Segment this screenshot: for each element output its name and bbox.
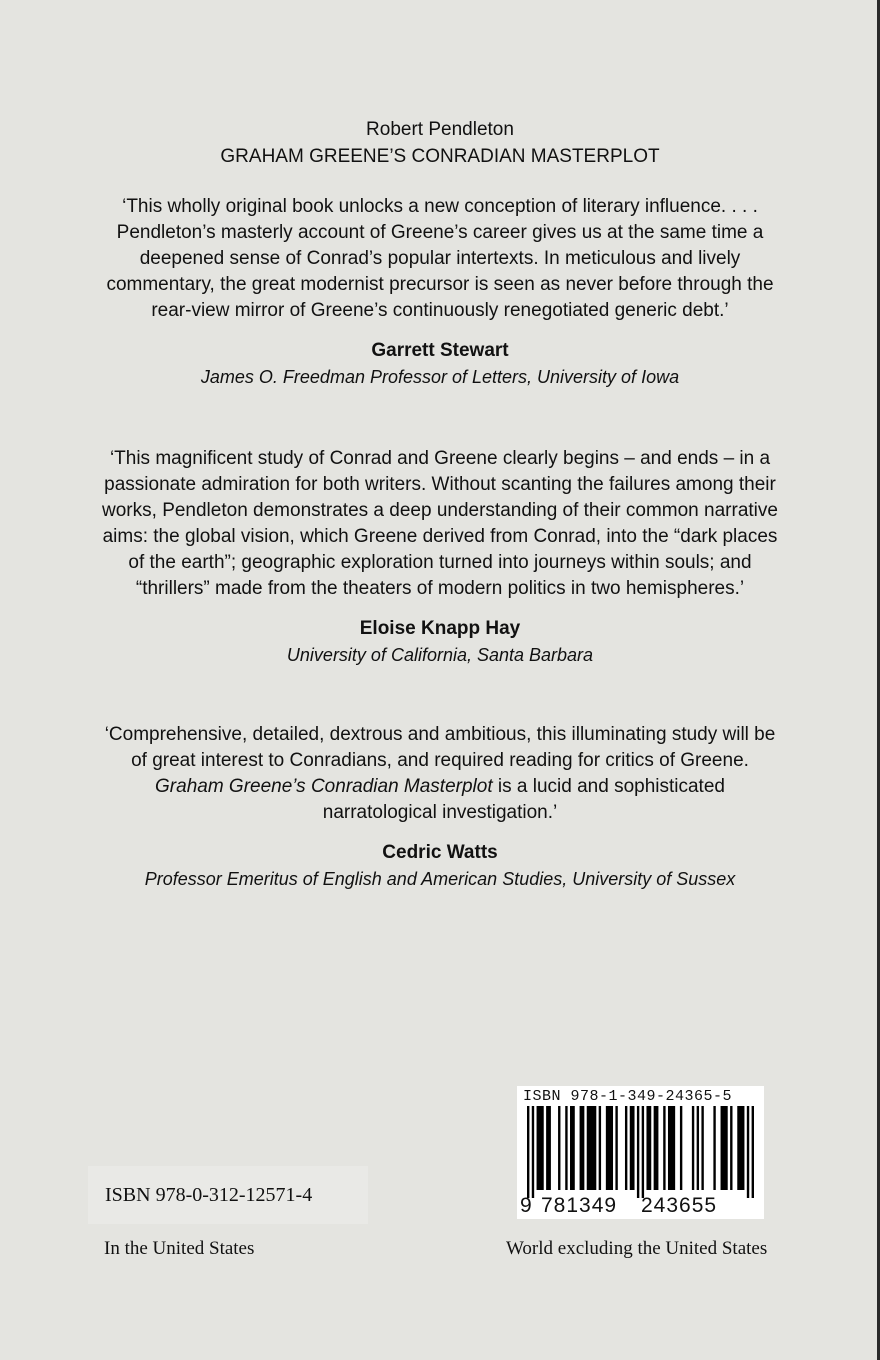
barcode-bar xyxy=(599,1106,601,1190)
barcode-bar xyxy=(663,1106,665,1190)
quote-text-end: is a lucid and sophisticated narratological investigation.’ xyxy=(322,776,725,823)
barcode-bar xyxy=(587,1106,597,1190)
barcode-bar xyxy=(721,1106,728,1190)
barcode-isbn-label: ISBN 978-1-349-24365-5 xyxy=(523,1088,733,1105)
barcode-bar xyxy=(747,1106,749,1198)
book-title: GRAHAM GREENE’S CONRADIAN MASTERPLOT xyxy=(220,146,660,167)
barcode-bar xyxy=(565,1106,567,1190)
quote-text-start: ‘Comprehensive, detailed, dextrous and ambitious, this illuminating study will be of great interest to Conradians, and required reading for critics of Greene. xyxy=(104,724,776,771)
barcode-bar xyxy=(713,1106,715,1190)
barcode-bar xyxy=(606,1106,613,1190)
reviewer-affiliation: Professor Emeritus of English and American Studies, University of Sussex xyxy=(144,869,736,889)
barcode-bar xyxy=(642,1106,644,1198)
barcode-panel xyxy=(517,1086,764,1219)
barcode-bar xyxy=(692,1106,694,1190)
barcode-bar xyxy=(701,1106,703,1190)
barcode-right-digits: 243655 xyxy=(641,1194,718,1217)
barcode-bar xyxy=(537,1106,544,1190)
barcode-bar xyxy=(697,1106,699,1190)
author-name: Robert Pendleton xyxy=(366,119,514,140)
barcode-bar xyxy=(615,1106,617,1190)
isbn-world-region: World excluding the United States xyxy=(506,1238,768,1259)
barcode-bar xyxy=(580,1106,585,1190)
barcode-bars xyxy=(527,1106,754,1198)
barcode-bar xyxy=(625,1106,627,1190)
quote-book-title: Graham Greene’s Conradian Masterplot xyxy=(155,776,493,797)
review-blurb xyxy=(100,194,780,390)
review-quote: ‘This wholly original book unlocks a new conception of literary influence. . . . Pendleton’s masterly account of Greene’s career gives us at the same time a deepened sense of Conrad’s popular intertexts. In meticulous and lively commentary, the great modernist precursor is seen as never before through the rear-view mirror of Greene’s continuously renegotiated generic debt.’ xyxy=(106,196,774,321)
barcode-lead-digit: 9 xyxy=(520,1194,532,1217)
reviewer-affiliation: James O. Freedman Professor of Letters, University of Iowa xyxy=(200,367,680,387)
barcode-bar xyxy=(737,1106,744,1190)
barcode-bar xyxy=(637,1106,639,1198)
review-blurb xyxy=(100,446,780,668)
reviewer-affiliation: University of California, Santa Barbara xyxy=(286,645,594,665)
isbn-us-number: ISBN 978-0-312-12571-4 xyxy=(105,1184,313,1206)
reviewer-name: Cedric Watts xyxy=(382,842,498,863)
review-quote xyxy=(100,722,780,826)
cover-header xyxy=(0,116,880,170)
barcode-bar xyxy=(630,1106,635,1190)
reviewer-name: Eloise Knapp Hay xyxy=(359,618,521,639)
barcode-bar xyxy=(532,1106,534,1198)
review-blurb xyxy=(100,722,780,892)
review-quote: ‘This magnificent study of Conrad and Greene clearly begins – and ends – in a passionate admiration for both writers. Without scanting the failures among their works, Pendleton demonstrates a deep understanding of their common narrative aims: the global vision, which Greene derived from Conrad, into the “dark places of the earth”; geographic exploration turned into journeys within souls; and “thrillers” made from the theaters of modern politics in two hemispheres.’ xyxy=(102,448,778,599)
barcode-bar xyxy=(570,1106,575,1190)
barcode-bar xyxy=(646,1106,651,1190)
barcode-bar xyxy=(654,1106,659,1190)
barcode-bar xyxy=(558,1106,560,1190)
barcode-bar xyxy=(730,1106,732,1190)
isbn-us-region: In the United States xyxy=(104,1238,255,1259)
barcode-bar xyxy=(668,1106,675,1190)
barcode-bar xyxy=(546,1106,551,1190)
barcode-bar xyxy=(752,1106,754,1198)
barcode-left-digits: 781349 xyxy=(541,1194,618,1217)
barcode-bar xyxy=(527,1106,529,1198)
barcode-bar xyxy=(680,1106,682,1190)
reviewer-name: Garrett Stewart xyxy=(371,340,509,361)
